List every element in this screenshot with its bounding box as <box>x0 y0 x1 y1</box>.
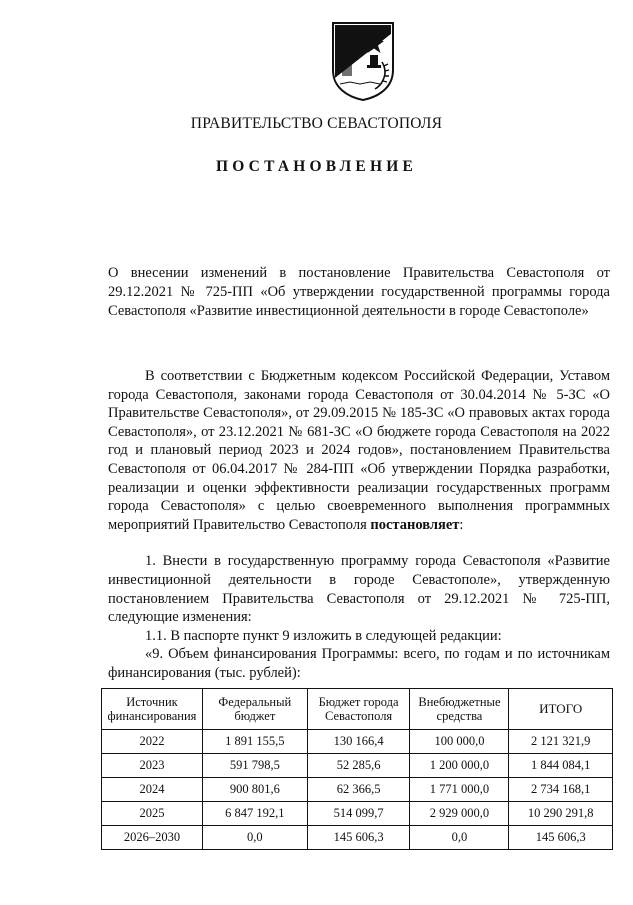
header-city-budget: Бюджет города Севастополя <box>307 689 410 730</box>
preamble-end: : <box>459 516 464 533</box>
cell-total: 1 844 084,1 <box>509 754 613 778</box>
table-row <box>102 730 613 754</box>
sevastopol-coat-of-arms-icon <box>330 20 396 102</box>
cell-year: 2023 <box>102 754 203 778</box>
cell-year: 2026–2030 <box>102 826 203 850</box>
cell-city: 130 166,4 <box>307 730 410 754</box>
table-row <box>102 802 613 826</box>
cell-extrabudgetary: 2 929 000,0 <box>410 802 509 826</box>
cell-extrabudgetary: 0,0 <box>410 826 509 850</box>
preamble-text: В соответствии с Бюджетным кодексом Российской Федерации, Уставом города Севастополя, законами города Севастополя от 30.04.2014 № 5-ЗС «О Правительстве Севастополя», от 29.09.2015 № 185-ЗС «О правовых актах города Севастополя», от 23.12.2021 № 681-ЗС «О бюджете города Севастополя на 2022 год и плановый период 2023 и 2024 годов», постановлением Правительства Севастополя от 06.04.2017 № 284-ПП «Об утверждении Порядка разработки, реализации и оценки эффективности реализации государственных программ города Севастополя» с целью своевременного выполнения программных мероприятий Правительство Севастополя <box>108 368 610 533</box>
cell-federal: 6 847 192,1 <box>202 802 307 826</box>
quoted-item-9: «9. Объем финансирования Программы: всего, по годам и по источникам финансирования (тыс. рублей): <box>108 646 610 681</box>
cell-city: 62 366,5 <box>307 778 410 802</box>
cell-year: 2025 <box>102 802 203 826</box>
document-type-title: ПОСТАНОВЛЕНИЕ <box>215 158 418 175</box>
government-title: ПРАВИТЕЛЬСТВО СЕВАСТОПОЛЯ <box>190 115 443 132</box>
preamble-paragraph <box>108 367 610 534</box>
cell-federal: 900 801,6 <box>202 778 307 802</box>
cell-extrabudgetary: 100 000,0 <box>410 730 509 754</box>
cell-city: 52 285,6 <box>307 754 410 778</box>
header-federal-budget: Федеральный бюджет <box>202 689 307 730</box>
document-body <box>108 367 610 683</box>
header-extrabudgetary: Внебюджетные средства <box>410 689 509 730</box>
table-row <box>102 826 613 850</box>
cell-year: 2022 <box>102 730 203 754</box>
cell-total: 2 121 321,9 <box>509 730 613 754</box>
cell-extrabudgetary: 1 200 000,0 <box>410 754 509 778</box>
cell-year: 2024 <box>102 778 203 802</box>
cell-total: 2 734 168,1 <box>509 778 613 802</box>
cell-federal: 0,0 <box>202 826 307 850</box>
cell-city: 514 099,7 <box>307 802 410 826</box>
cell-total: 10 290 291,8 <box>509 802 613 826</box>
item-1-paragraph: 1. Внести в государственную программу города Севастополя «Развитие инвестиционной деятельности в городе Севастополе», утвержденную постановлением Правительства Севастополя от 29.12.2021 № 725-ПП, следующие изменения: <box>108 553 610 626</box>
cell-city: 145 606,3 <box>307 826 410 850</box>
header-total: ИТОГО <box>509 689 613 730</box>
financing-table <box>101 688 613 850</box>
cell-total: 145 606,3 <box>509 826 613 850</box>
cell-federal: 591 798,5 <box>202 754 307 778</box>
table-row <box>102 754 613 778</box>
header-source: Источник финансирования <box>102 689 203 730</box>
cell-extrabudgetary: 1 771 000,0 <box>410 778 509 802</box>
cell-federal: 1 891 155,5 <box>202 730 307 754</box>
item-1-1-paragraph: 1.1. В паспорте пункт 9 изложить в следующей редакции: <box>145 627 502 644</box>
document-subject: О внесении изменений в постановление Правительства Севастополя от 29.12.2021 № 725-ПП «Об утверждении государственной программы города Севастополя «Развитие инвестиционной деятельности в городе Севастополе» <box>108 265 610 319</box>
preamble-keyword: постановляет <box>370 516 460 533</box>
table-header-row <box>102 689 613 730</box>
table-row <box>102 778 613 802</box>
